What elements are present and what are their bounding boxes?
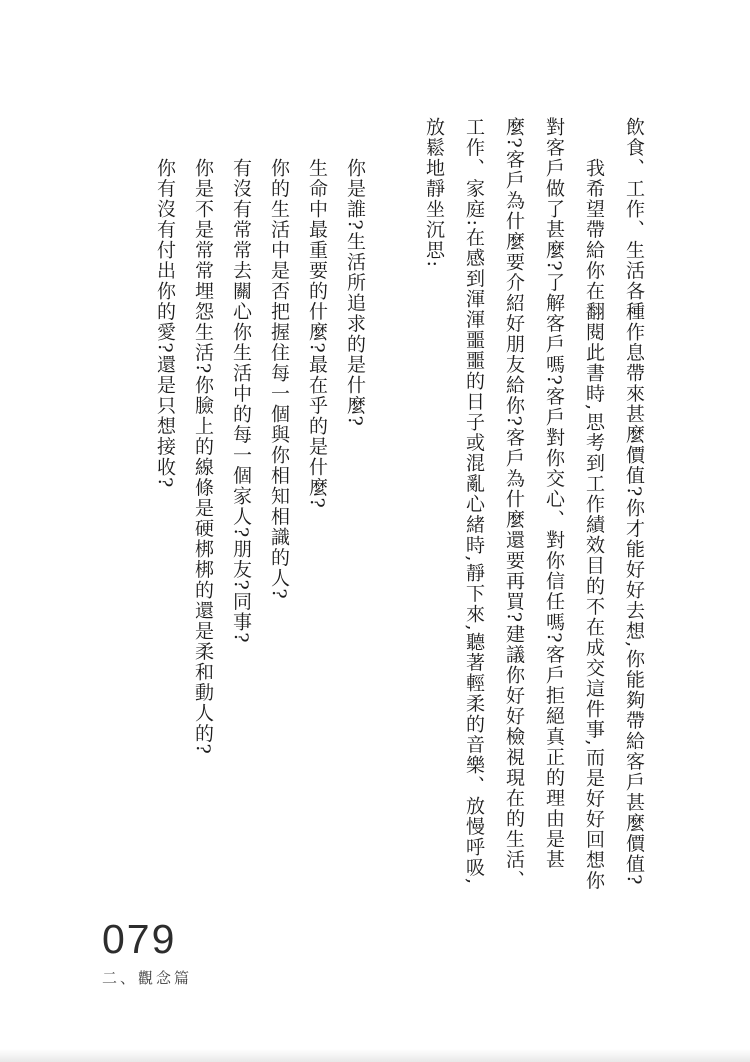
- page-footer: [102, 916, 193, 988]
- question-list: [146, 117, 374, 898]
- question-item: 有沒有常常去關心你生活中的每一個家人?朋友?同事?: [230, 158, 252, 645]
- question-item: 你是不是常常埋怨生活?你臉上的線條是硬梆梆的還是柔和動人的?: [192, 158, 214, 756]
- question-item: 你的生活中是否把握住每一個與你相知相識的人?: [268, 158, 290, 601]
- chapter-label: 二、觀念篇: [102, 970, 193, 987]
- page-number: 079: [102, 916, 177, 962]
- question-item: 你是誰?生活所追求的是什麼?: [344, 158, 366, 428]
- page-bottom-shadow: [0, 1049, 750, 1062]
- paragraph-main: 我希望帶給你在翻閱此書時,思考到工作績效目的不在成交這件事,而是好好回想你對客戶做了甚麼?了解客戶嗎?客戶對你交心、對你信任嗎?客戶拒絕真正的理由是甚麼?客戶為什麼要介紹好朋友給你?客戶為什麼還要再買?建議你好好檢視現在的生活、工作、家庭:在感到渾渾噩噩的日子或混亂心緒時,靜下來,聽著輕柔的音樂、放慢呼吸,放鬆地靜坐沉思:: [423, 117, 605, 891]
- paragraph-continued: 飲食、工作、生活各種作息帶來甚麼價值?你才能好好去想,你能夠帶給客戶甚麼價值?: [623, 117, 645, 886]
- vertical-text-block: [146, 117, 654, 898]
- question-item: 你有沒有付出你的愛?還是只想接收?: [154, 158, 176, 489]
- question-item: 生命中最重要的什麼?最在乎的是什麼?: [306, 158, 328, 510]
